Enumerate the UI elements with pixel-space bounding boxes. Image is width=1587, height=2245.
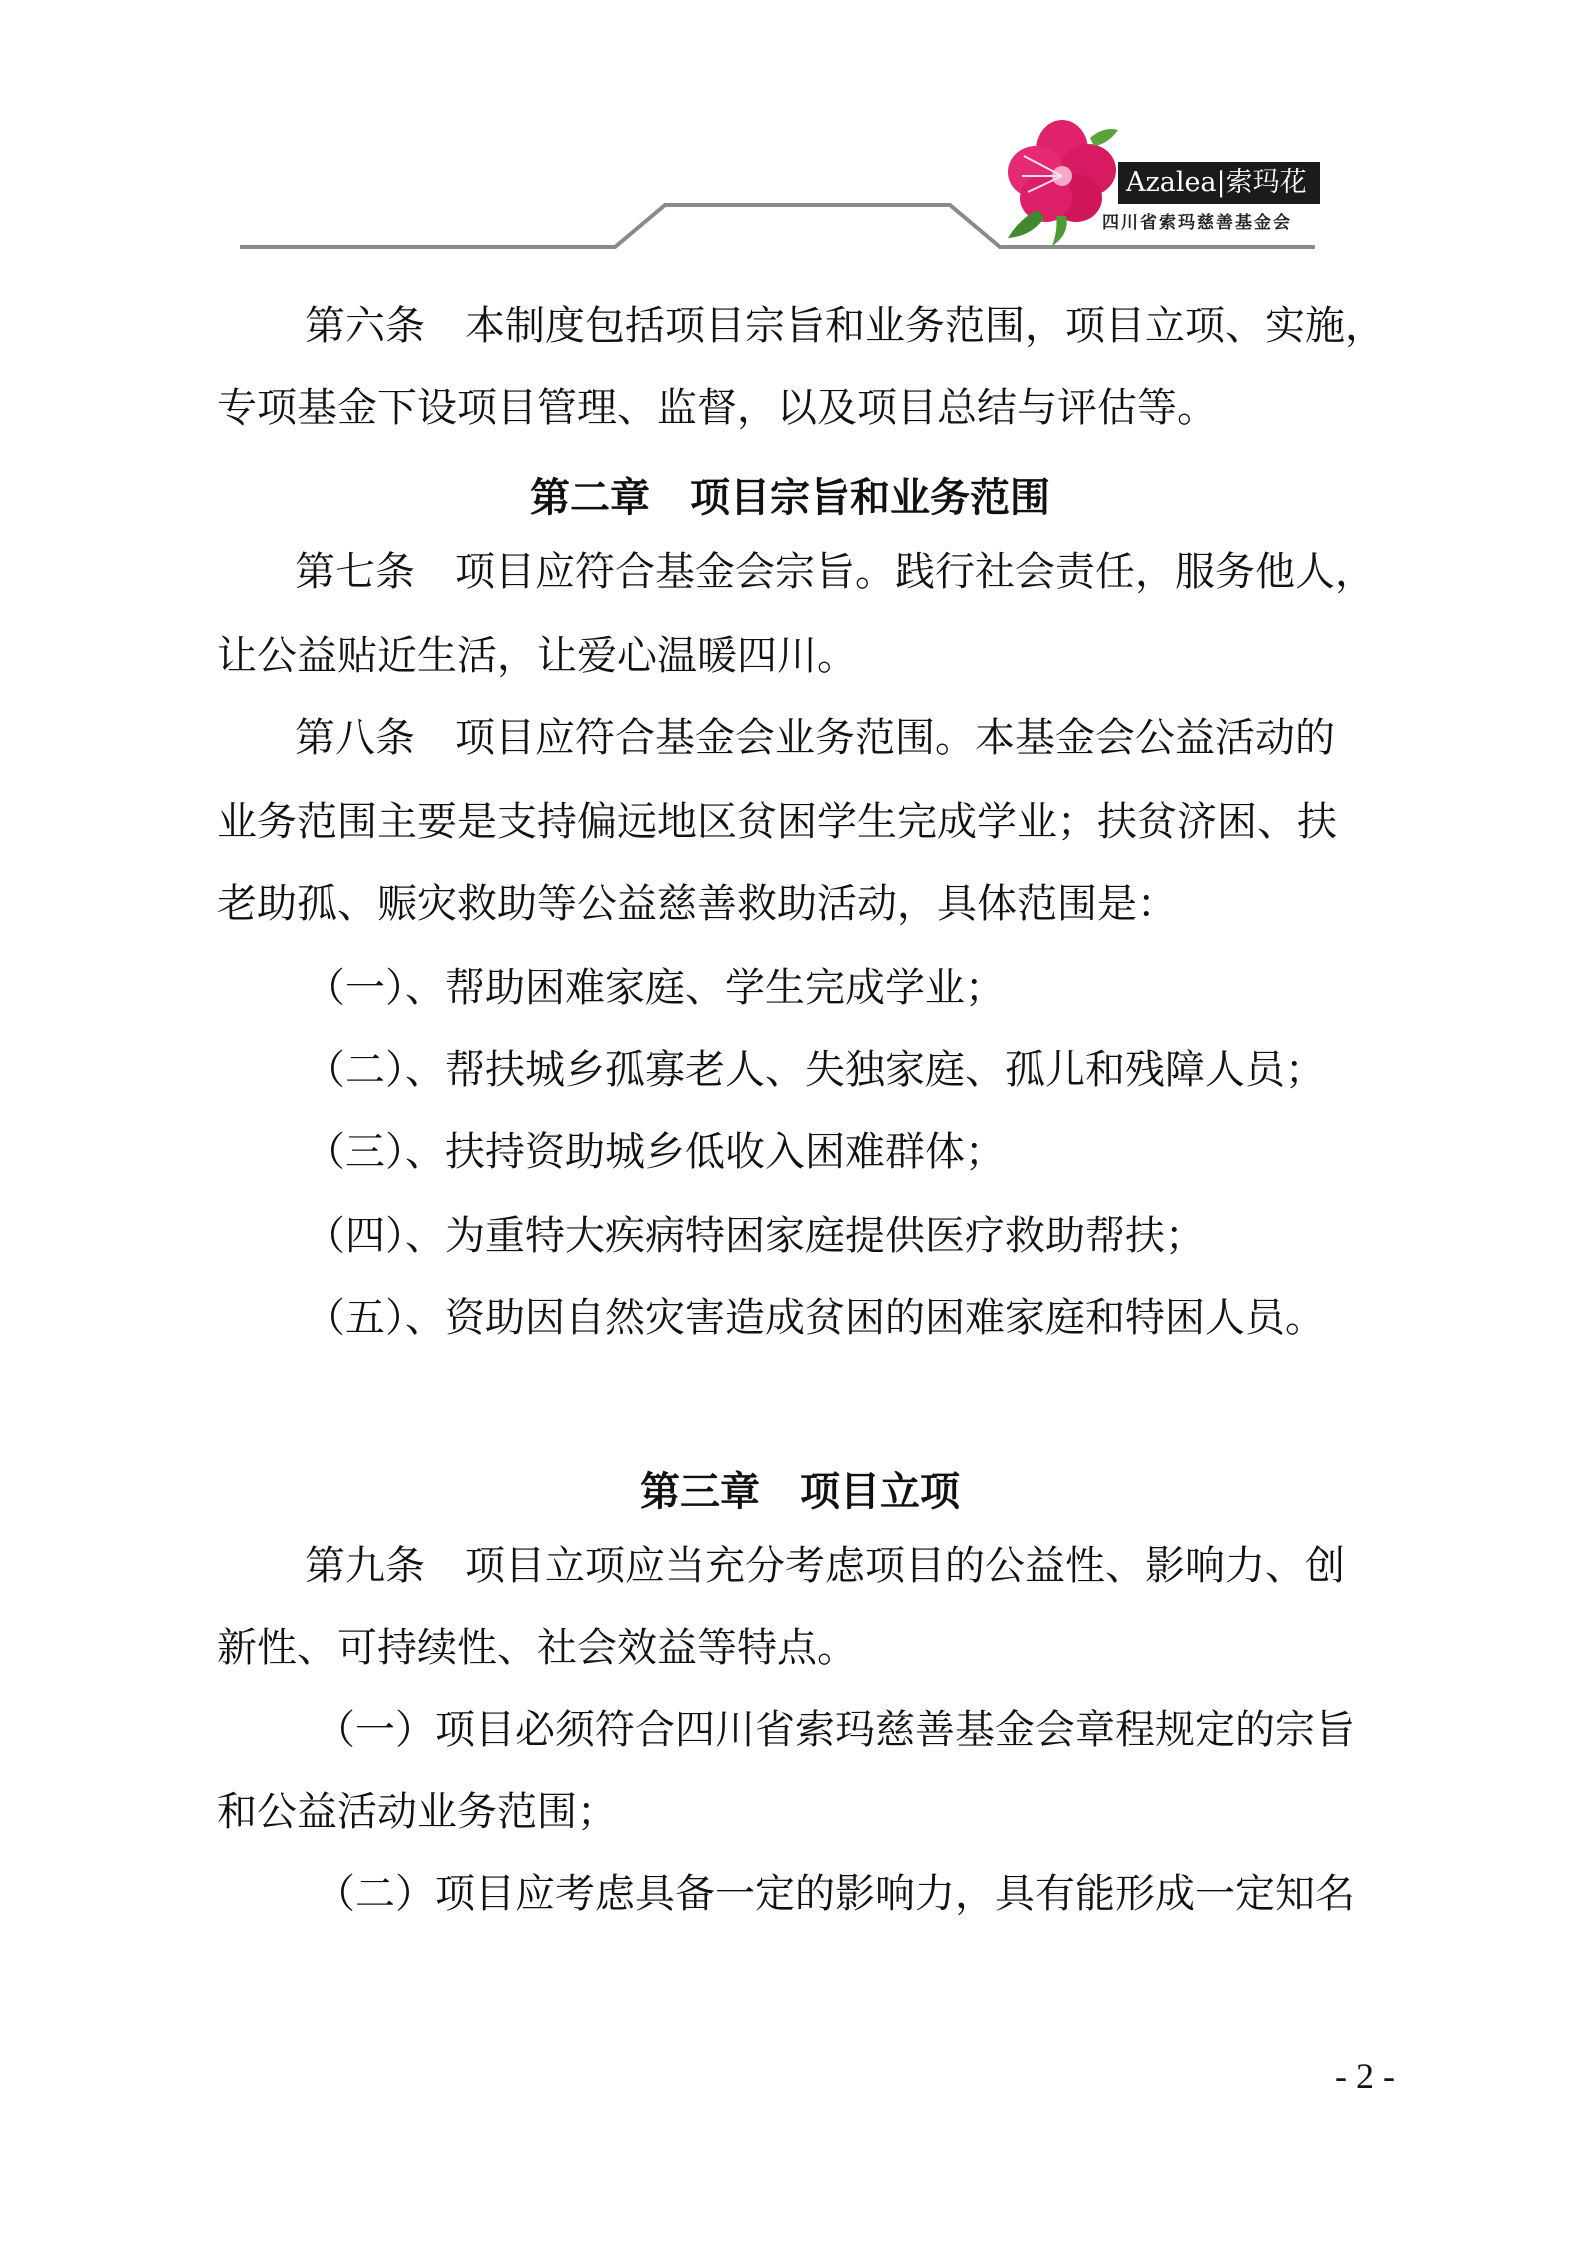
article-6-line-1: 第六条 本制度包括项目宗旨和业务范围，项目立项、实施， [305, 303, 1385, 349]
article-8-line-3: 老助孤、赈灾救助等公益慈善救助活动，具体范围是： [217, 881, 1177, 927]
article-7-line-2: 让公益贴近生活，让爱心温暖四川。 [217, 633, 857, 679]
clause-1-line-2: 和公益活动业务范围； [217, 1789, 617, 1835]
chapter-2-heading: 第二章 项目宗旨和业务范围 [530, 475, 1050, 521]
article-8-line-2: 业务范围主要是支持偏远地区贫困学生完成学业；扶贫济困、扶 [217, 799, 1337, 845]
clause-1-line-1: （一）项目必须符合四川省索玛慈善基金会章程规定的宗旨 [315, 1707, 1355, 1753]
article-9-line-2: 新性、可持续性、社会效益等特点。 [217, 1625, 857, 1671]
list-item: （一）、帮助困难家庭、学生完成学业； [305, 965, 1005, 1011]
foundation-logo [1000, 118, 1330, 248]
page-number: - 2 - [1335, 2056, 1395, 2096]
clause-2-line-1: （二）项目应考虑具备一定的影响力，具有能形成一定知名 [315, 1871, 1355, 1917]
list-item: （二）、帮扶城乡孤寡老人、失独家庭、孤儿和残障人员； [305, 1047, 1325, 1093]
header-divider [0, 0, 1587, 260]
chapter-3-heading: 第三章 项目立项 [640, 1469, 960, 1515]
article-6-line-2: 专项基金下设项目管理、监督，以及项目总结与评估等。 [217, 385, 1217, 431]
article-7-line-1: 第七条 项目应符合基金会宗旨。践行社会责任，服务他人， [295, 549, 1375, 595]
list-item: （三）、扶持资助城乡低收入困难群体； [305, 1129, 1005, 1175]
article-9-line-1: 第九条 项目立项应当充分考虑项目的公益性、影响力、创 [305, 1543, 1345, 1589]
list-item: （五）、资助因自然灾害造成贫困的困难家庭和特困人员。 [305, 1295, 1325, 1341]
logo-text-cn: 四川省索玛慈善基金会 [1102, 213, 1292, 233]
article-8-line-1: 第八条 项目应符合基金会业务范围。本基金会公益活动的 [295, 715, 1335, 761]
list-item: （四）、为重特大疾病特困家庭提供医疗救助帮扶； [305, 1213, 1205, 1259]
logo-text-en: Azalea|索玛花 [1118, 162, 1320, 204]
